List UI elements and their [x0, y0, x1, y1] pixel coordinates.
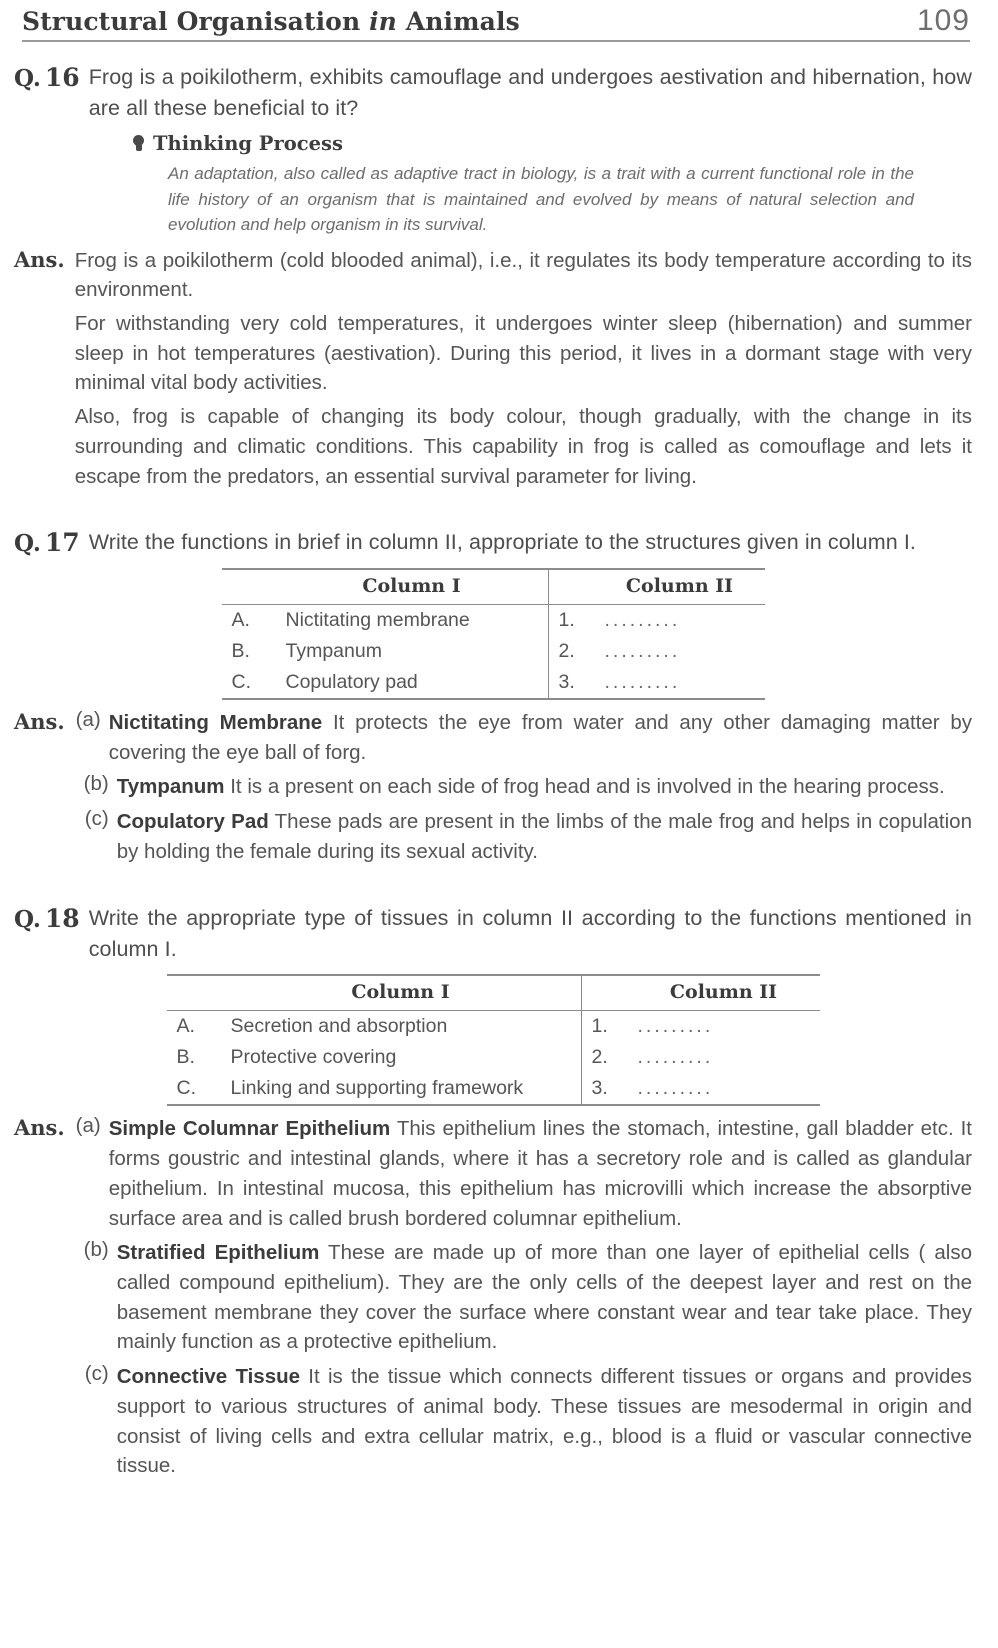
question-16-label — [14, 62, 80, 92]
row-col2: ......... — [637, 1015, 714, 1038]
answer-16-paragraph-1: Frog is a poikilotherm (cold blooded animal), i.e., it regulates its body temperature according to its environment. — [74, 248, 972, 302]
question-17-label — [14, 527, 80, 557]
answer-16 — [14, 246, 972, 496]
sub-body: It is a present on each side of frog head and is involved in the hearing process. — [224, 775, 945, 799]
answer-17-sub-c — [75, 807, 972, 866]
table-row — [167, 1011, 820, 1043]
table-header-column-1: Column I — [276, 569, 549, 605]
question-17-row — [14, 527, 972, 558]
thinking-process-body: An adaptation, also called as adaptive tract in biology, is a trait with a current functional role in the life history of an organism that is maintained and evolved by means of natural selection and evolution and help organism in its survival. — [168, 164, 914, 235]
answer-18-sub-c — [75, 1362, 972, 1481]
table-header-row — [167, 975, 820, 1011]
q-number: 16 — [44, 63, 80, 92]
row-col2: ......... — [604, 608, 681, 631]
row-number: 1. — [548, 604, 595, 636]
row-col2: ......... — [595, 667, 765, 699]
row-number: 2. — [581, 1042, 628, 1073]
row-number: 2. — [548, 636, 595, 667]
page-title-italic: in — [369, 7, 397, 36]
thinking-process-16 — [132, 132, 972, 238]
row-index: B. — [231, 639, 250, 662]
page-title-part1: Structural Organisation — [22, 7, 361, 36]
sub-letter: (c) — [84, 1362, 109, 1386]
section-spacer — [14, 877, 972, 903]
answer-16-paragraph-3: Also, frog is capable of changing its body colour, though gradually, with the change in its surrounding and climatic conditions. This capability in frog is called as comouflage and lets it escape from the predators, an essential survival parameter for living. — [74, 405, 972, 488]
answer-18-sub-a — [75, 1114, 972, 1233]
answer-18-body — [65, 1114, 972, 1486]
row-col2: ......... — [637, 1046, 714, 1069]
table-body — [222, 604, 765, 699]
answer-17-sub-b — [75, 772, 972, 802]
question-17-table-wrap — [14, 568, 972, 700]
sub-body: It protects the eye from water and any other damaging matter by covering the eye ball of forg. — [108, 710, 972, 764]
answer-18-sub-b — [75, 1238, 972, 1357]
row-index: B. — [176, 1046, 195, 1069]
table-header-blank — [167, 975, 221, 1011]
question-17-table — [222, 568, 765, 700]
question-18-label — [14, 903, 80, 933]
table-header-column-2: Column II — [595, 569, 765, 605]
q-number: 17 — [44, 528, 80, 558]
sub-term: Connective Tissue — [116, 1365, 301, 1389]
answer-16-body — [65, 246, 972, 496]
table-header-row — [222, 569, 765, 605]
answer-17 — [14, 708, 972, 872]
answer-17-sub-a — [75, 708, 972, 767]
sub-body: This epithelium lines the stomach, intestine, gall bladder etc. It forms goustric and intestinal glands, where it has a secretory role and is called as glandular epithelium. In intestinal mucosa, this epithelium has microvilli which increase the absorptive surface area and is called brush bordered columnar epithelium. — [108, 1117, 972, 1230]
row-col1: Tympanum — [285, 639, 382, 662]
sub-term: Simple Columnar Epithelium — [108, 1117, 391, 1141]
answer-17-label: Ans. — [14, 708, 65, 734]
sub-text — [109, 1114, 972, 1233]
question-16-row — [14, 62, 972, 123]
row-number: 3. — [548, 667, 595, 699]
bulb-icon — [132, 135, 145, 152]
answer-17-body — [65, 708, 972, 872]
table-row — [222, 667, 765, 699]
table-header-column-1: Column I — [221, 975, 582, 1011]
table-row — [222, 604, 765, 636]
row-col1: Protective covering — [230, 1046, 397, 1069]
header-divider — [22, 40, 970, 42]
sub-text — [117, 1238, 972, 1357]
sub-letter: (b) — [83, 1238, 109, 1262]
row-number: 1. — [581, 1011, 628, 1043]
answer-16-label: Ans. — [14, 246, 65, 272]
table-row — [167, 1073, 820, 1105]
table-row — [167, 1042, 820, 1073]
row-col1: Nictitating membrane — [285, 608, 470, 631]
q-number: 18 — [44, 904, 80, 934]
row-col2: ......... — [628, 1073, 820, 1105]
section-spacer — [14, 501, 972, 527]
sub-body: These are made up of more than one layer of epithelial cells ( also called compound epithelium). They are the only cells of the deepest layer and rest on the basement membrane they cover the surface where constant wear and tear take place. They mainly function as a protective epithelium. — [116, 1241, 972, 1354]
page-number: 109 — [916, 4, 970, 37]
row-index: A. — [231, 608, 250, 631]
question-17-text: Write the functions in brief in column II, appropriate to the structures given in column I. — [88, 530, 916, 555]
question-block-17 — [14, 527, 972, 871]
row-index: C. — [167, 1073, 221, 1105]
row-index: A. — [176, 1015, 195, 1038]
answer-18 — [14, 1114, 972, 1486]
question-block-16 — [14, 62, 972, 495]
sub-letter: (a) — [75, 1114, 101, 1138]
table-body — [167, 1011, 820, 1106]
row-col1: Linking and supporting framework — [221, 1073, 582, 1105]
question-16-text: Frog is a poikilotherm, exhibits camouflage and undergoes aestivation and hibernation, how are all these beneficial to it? — [88, 65, 972, 120]
row-col1: Copulatory pad — [276, 667, 549, 699]
question-18-text: Write the appropriate type of tissues in column II according to the functions mentioned in column I. — [88, 906, 972, 961]
sub-letter: (b) — [83, 772, 109, 796]
sub-letter: (a) — [75, 707, 101, 731]
row-number: 3. — [581, 1073, 628, 1105]
table-header-blank-2 — [548, 569, 595, 605]
row-index: C. — [222, 667, 276, 699]
row-col2: ......... — [604, 639, 681, 662]
table-head — [222, 569, 765, 605]
q-prefix: Q. — [14, 906, 41, 934]
row-col1: Secretion and absorption — [230, 1015, 448, 1038]
q-prefix: Q. — [14, 530, 41, 558]
table-head — [167, 975, 820, 1011]
sub-letter: (c) — [84, 806, 109, 830]
sub-term: Copulatory Pad — [116, 809, 269, 833]
sub-term: Stratified Epithelium — [116, 1241, 320, 1265]
answer-18-label: Ans. — [14, 1115, 65, 1141]
question-18-row — [14, 903, 972, 964]
page-title — [22, 7, 520, 36]
answer-16-paragraph-2: For withstanding very cold temperatures, it undergoes winter sleep (hibernation) and summer sleep in hot temperatures (aestivation). During this period, it lives in a dormant stage with very minimal vital body activities. — [74, 311, 972, 395]
sub-term: Tympanum — [116, 775, 225, 799]
q-prefix: Q. — [14, 65, 41, 92]
question-18-table-wrap — [14, 974, 972, 1106]
sub-body: It is the tissue which connects different tissues or organs and provides support to various structures of animal body. These tissues are mesodermal in origin and consist of living cells and extra cellular matrix, e.g., blood is a fluid or vascular connective tissue. — [116, 1365, 972, 1478]
sub-text — [117, 807, 972, 866]
table-header-blank-2 — [581, 975, 628, 1011]
table-header-column-2: Column II — [628, 975, 820, 1011]
page-title-part2: Animals — [405, 7, 520, 36]
sub-text — [109, 708, 972, 767]
table-header-blank — [222, 569, 276, 605]
sub-text — [117, 1362, 972, 1481]
sub-body: These pads are present in the limbs of the male frog and helps in copulation by holding the female during its sexual activity. — [116, 809, 972, 863]
sub-term: Nictitating Membrane — [108, 710, 323, 734]
thinking-process-heading-label: Thinking Process — [153, 132, 343, 156]
thinking-process-heading — [132, 132, 972, 155]
table-row — [222, 636, 765, 667]
question-18-table — [167, 974, 820, 1106]
question-block-18 — [14, 903, 972, 1486]
sub-text — [117, 772, 972, 802]
page-header — [14, 0, 972, 38]
